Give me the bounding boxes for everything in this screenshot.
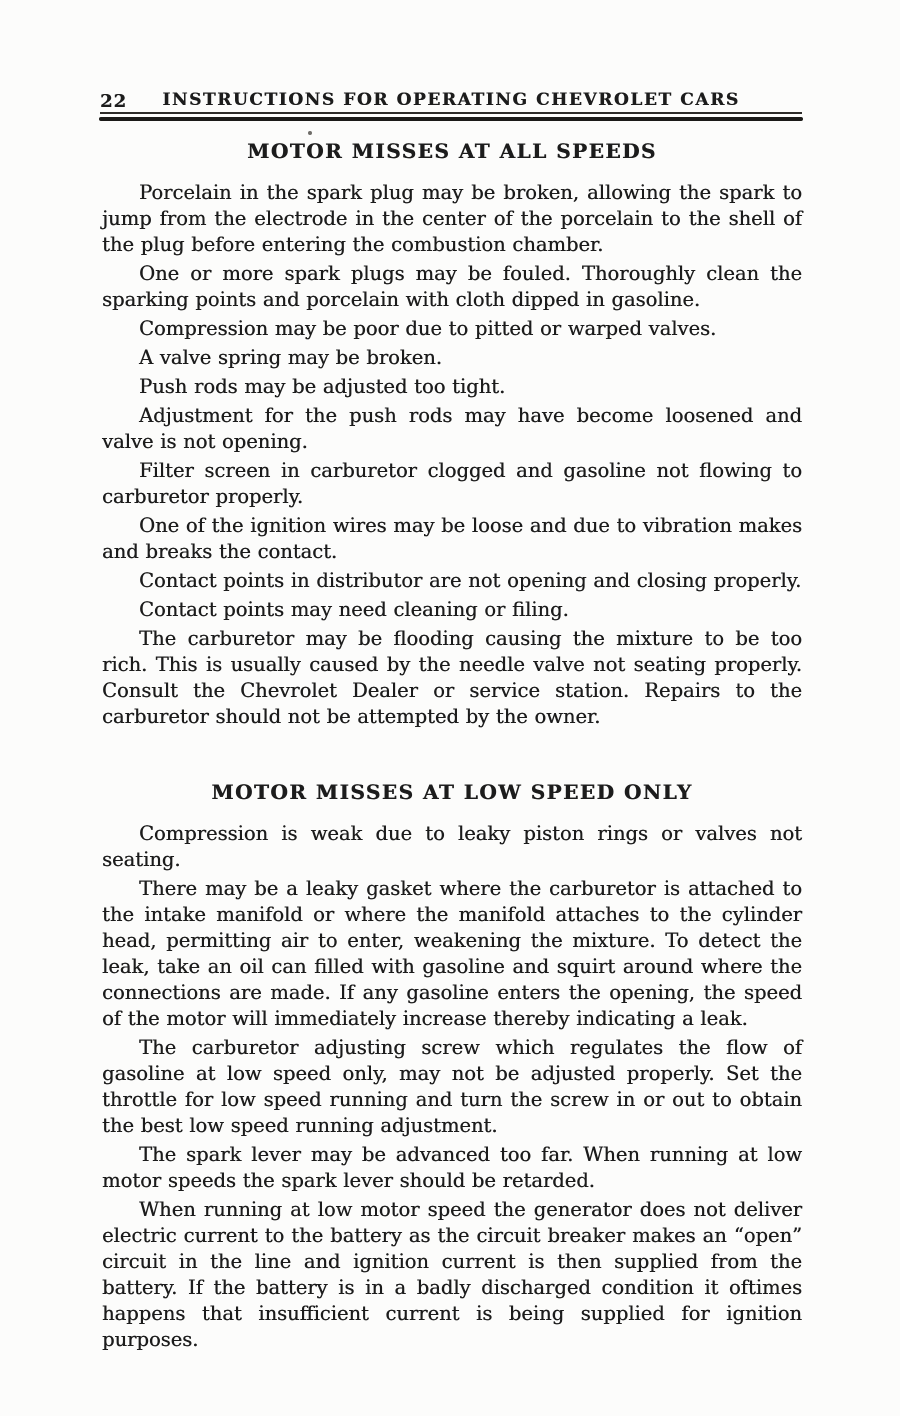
- paragraph: Filter screen in carburetor clogged and gasoline not flowing to carburetor properly.: [102, 459, 802, 508]
- paragraph: The spark lever may be advanced too far. When running at low motor speeds the spark lever should be retarded.: [102, 1143, 802, 1192]
- paragraph: Adjustment for the push rods may have become loosened and valve is not opening.: [102, 404, 802, 453]
- page-header: [100, 90, 802, 112]
- section-heading: MOTOR MISSES AT LOW SPEED ONLY: [211, 780, 693, 804]
- paragraph: A valve spring may be broken.: [139, 346, 442, 369]
- paragraph: Push rods may be adjusted too tight.: [139, 375, 506, 398]
- paragraph: One or more spark plugs may be fouled. Thoroughly clean the sparking points and porcelain with cloth dipped in gasoline.: [102, 262, 802, 311]
- header-rule-thick: [99, 117, 803, 121]
- paragraph: When running at low motor speed the generator does not deliver electric current to the battery as the circuit breaker makes an “open” circuit in the line and ignition current is then supplied from the battery. If the battery is in a badly discharged condition it oftimes happens that insufficient current is being supplied for ignition purposes.: [102, 1198, 802, 1351]
- paragraph: Porcelain in the spark plug may be broken, allowing the spark to jump from the electrode in the center of the porcelain to the shell of the plug before entering the combustion chamber.: [102, 181, 802, 256]
- paragraph: Contact points may need cleaning or filing.: [139, 598, 569, 621]
- paragraph: One of the ignition wires may be loose and due to vibration makes and breaks the contact.: [102, 514, 802, 563]
- paragraph: Compression is weak due to leaky piston rings or valves not seating.: [102, 822, 802, 871]
- page-number: 22: [100, 91, 128, 112]
- paragraph: Compression may be poor due to pitted or warped valves.: [139, 317, 717, 340]
- running-head: INSTRUCTIONS FOR OPERATING CHEVROLET CARS: [162, 90, 740, 110]
- paragraph: There may be a leaky gasket where the carburetor is attached to the intake manifold or where the manifold attaches to the cylinder head, permitting air to enter, weakening the mixture. To detect the leak, take an oil can filled with gasoline and squirt around where the connections are made. If any gasoline enters the opening, the speed of the motor will immediately increase thereby indicating a leak.: [102, 877, 802, 1030]
- section-motor-misses-all-speeds: [102, 139, 802, 730]
- section-motor-misses-low-speed: [102, 780, 802, 1353]
- header-rule-thin: [100, 112, 802, 114]
- section-heading: MOTOR MISSES AT ALL SPEEDS: [247, 139, 657, 163]
- paragraph: Contact points in distributor are not opening and closing properly.: [139, 569, 802, 592]
- ink-speck: [308, 131, 312, 135]
- paragraph: The carburetor adjusting screw which regulates the flow of gasoline at low speed only, may not be adjusted properly. Set the throttle for low speed running and turn the screw in or out to obtain the best low speed running adjustment.: [102, 1036, 802, 1137]
- paragraph: The carburetor may be flooding causing the mixture to be too rich. This is usually caused by the needle valve not seating properly. Consult the Chevrolet Dealer or service station. Repairs to the carburetor should not be attempted by the owner.: [102, 627, 802, 728]
- page-content: [102, 139, 802, 1356]
